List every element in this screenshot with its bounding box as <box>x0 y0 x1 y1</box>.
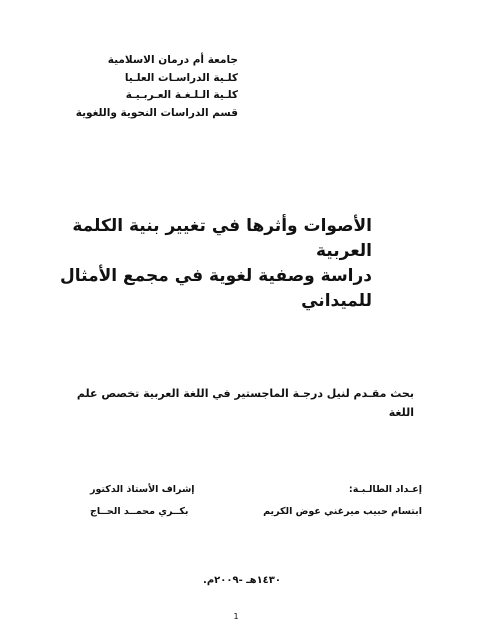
institution-header <box>38 52 238 122</box>
graduate-college-name: كلـية الدراسـات العلـيا <box>124 71 238 84</box>
names-row <box>90 501 422 523</box>
author-supervisor-block <box>90 479 422 523</box>
department-name: قسم الدراسات النحوية واللغوية <box>75 106 238 119</box>
student-label: إعـداد الطالـبـة: <box>348 484 422 495</box>
degree-statement-line-2: اللغة <box>388 406 414 419</box>
document-date: ١٤٣٠هـ -٢٠٠٩م. <box>203 575 281 586</box>
title-line-3: دراسة وصفية لغوية في مجمع الأمثال <box>60 266 372 286</box>
title-line-2: العربية <box>315 241 372 261</box>
degree-statement <box>66 384 414 422</box>
page-number: 1 <box>233 612 239 621</box>
title-line-4: للميداني <box>301 291 372 311</box>
supervisor-label: إشراف الأستاذ الدكتور <box>90 484 195 495</box>
college-name: كلـية الـلـغـة العـربـيـة <box>125 89 238 101</box>
degree-statement-line-1: بحث مقـدم لنيل درجـة الماجستير في اللغة العربية تخصص علم <box>76 387 414 400</box>
thesis-title <box>60 214 372 314</box>
labels-row <box>90 479 422 501</box>
university-name: جامعة أم درمان الاسلامية <box>107 54 238 66</box>
student-name: ابتسام حبيب ميرغني عوض الكريم <box>263 506 422 517</box>
title-line-1: الأصوات وأثرها في تغيير بنية الكلمة <box>72 216 372 236</box>
supervisor-name: بكــري محمــد الحــاج <box>90 506 189 517</box>
